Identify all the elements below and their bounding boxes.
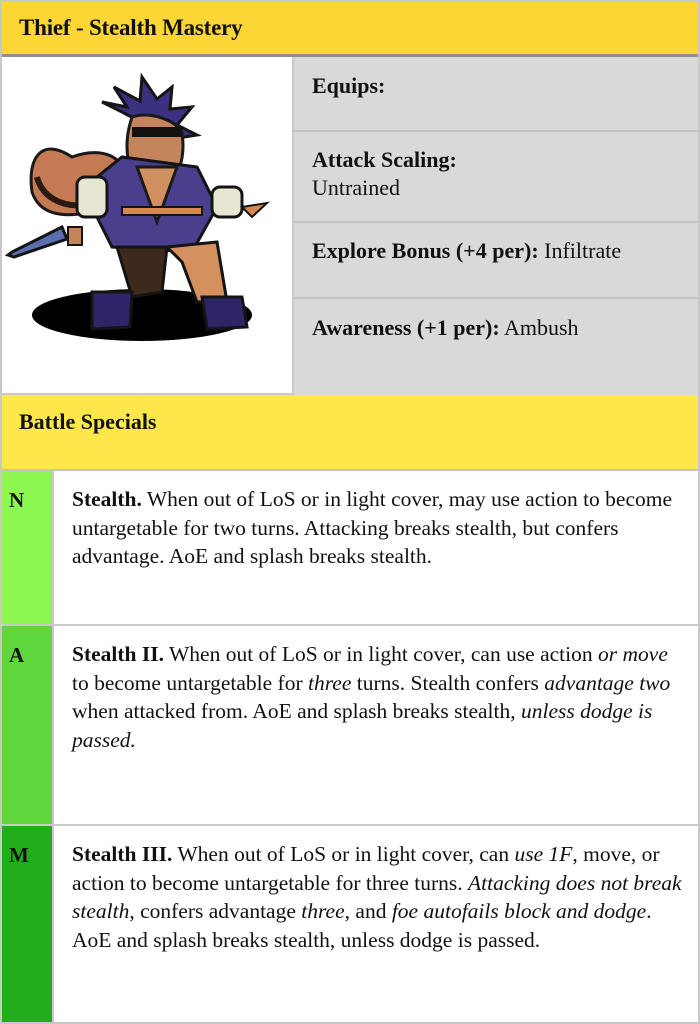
special-row-m [2,826,698,1022]
special-emphasis: use 1F [514,842,573,866]
tier-badge-a [2,626,54,824]
tier-label: A [9,643,25,667]
special-emphasis: three [308,670,352,695]
special-emphasis: unless dodge is passed. [72,699,653,752]
special-row-n [2,471,698,626]
tier-label: M [9,843,29,867]
special-name: Stealth. [72,487,142,511]
special-text: , confers advantage [129,899,296,923]
special-text: turns. Stealth confers [356,670,539,695]
awareness-value: Ambush [503,315,579,340]
special-text: When out of LoS or in light cover, can use action [168,642,593,666]
tier-label: N [9,488,25,512]
special-description [72,840,684,954]
special-description [72,485,684,571]
special-description [72,640,684,754]
explore-bonus-cell [294,223,698,299]
special-text: when attacked from. AoE and splash breaks stealth, [72,699,516,723]
special-text: When out of LoS or in light cover, can [177,842,510,866]
info-panel [294,57,698,395]
tier-badge-n [2,471,54,624]
attack-scaling-label: Attack Scaling: [312,147,457,172]
special-name: Stealth II. [72,642,164,666]
special-emphasis: or move [598,642,668,666]
special-text: , move, or action to become untargetable for three turns. [72,842,660,895]
special-row-a [2,626,698,826]
special-text: to become untargetable for [72,670,303,695]
explore-bonus-label: Explore Bonus (+4 per): [312,238,539,263]
special-text: . AoE and splash breaks stealth, unless dodge is passed. [72,899,652,952]
portrait-panel [2,57,294,395]
title-bar [2,2,698,57]
special-emphasis: three [301,899,345,923]
thief-character-portrait [2,57,292,393]
attack-scaling-value: Untrained [312,175,400,200]
card-title: Thief - Stealth Mastery [19,15,243,40]
equips-label: Equips: [312,73,386,98]
awareness-cell [294,299,698,395]
attack-scaling-cell [294,132,698,223]
tier-badge-m [2,826,54,1022]
special-emphasis: Attacking does not break stealth [72,870,682,923]
special-text: , and [344,899,387,923]
special-text: When out of LoS or in light cover, may use action to become untargetable for two turns. Attacking breaks stealth, but confers advantage. AoE and splash breaks stealth. [72,487,673,568]
battle-specials-title: Battle Specials [19,409,157,434]
explore-bonus-value: Infiltrate [544,238,622,263]
battle-specials-header [2,395,698,471]
special-emphasis: foe autofails block and dodge [391,899,647,923]
awareness-label: Awareness (+1 per): [312,315,500,340]
special-emphasis: advantage two [544,670,671,695]
special-name: Stealth III. [72,842,173,866]
equips-cell [294,57,698,132]
